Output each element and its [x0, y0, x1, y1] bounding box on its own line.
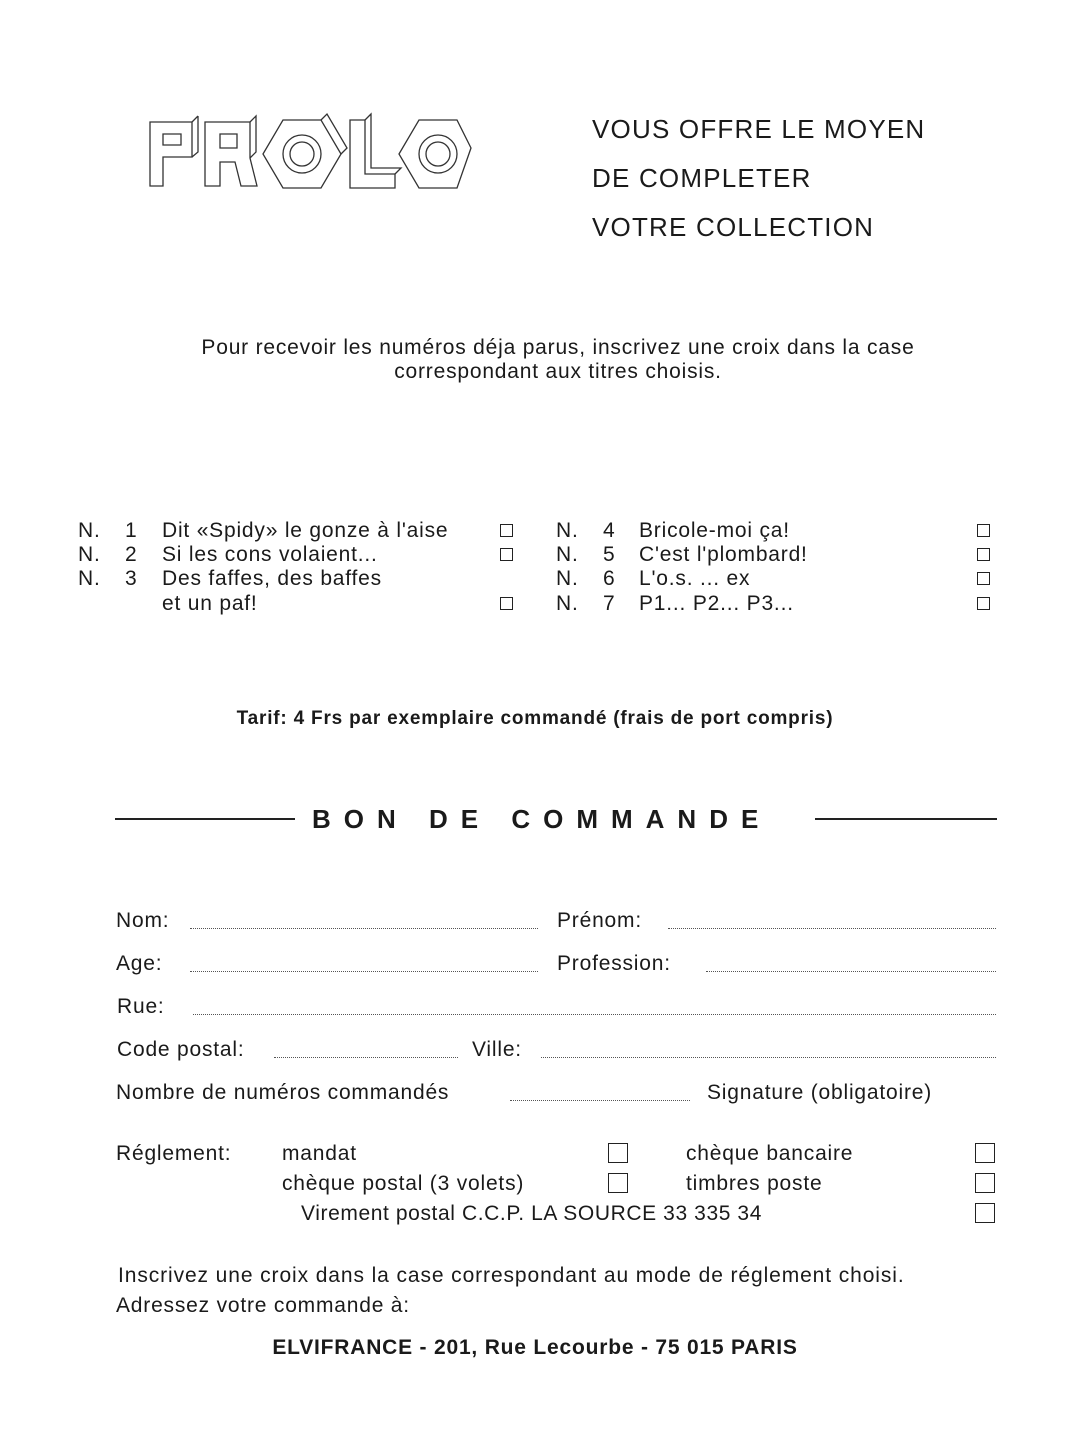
- intro-line-1: Pour recevoir les numéros déja parus, inscrivez une croix dans la case: [201, 336, 915, 359]
- nombre-field[interactable]: [510, 1100, 690, 1101]
- issue-6-checkbox[interactable]: [977, 572, 990, 585]
- issue-7-prefix: N.: [556, 592, 579, 615]
- nom-label: Nom:: [116, 909, 170, 932]
- cheque-bancaire-checkbox[interactable]: [975, 1143, 995, 1163]
- issue-7-number: 7: [603, 592, 616, 615]
- issue-3-number: 3: [125, 567, 138, 590]
- virement-label: Virement postal C.C.P. LA SOURCE 33 335 34: [301, 1202, 762, 1225]
- issue-7-title: P1... P2... P3...: [639, 592, 794, 615]
- code-postal-field[interactable]: [274, 1057, 458, 1058]
- timbres-checkbox[interactable]: [975, 1173, 995, 1193]
- issue-3-checkbox[interactable]: [500, 597, 513, 610]
- profession-field[interactable]: [706, 971, 996, 972]
- issue-4-title: Bricole-moi ça!: [639, 519, 790, 542]
- payment-label: Réglement:: [116, 1142, 232, 1165]
- cheque-postal-checkbox[interactable]: [608, 1173, 628, 1193]
- issue-1-title: Dit «Spidy» le gonze à l'aise: [162, 519, 449, 542]
- instructions-line-1: Inscrivez une croix dans la case correspondant au mode de réglement choisi.: [118, 1264, 905, 1287]
- issue-5-checkbox[interactable]: [977, 548, 990, 561]
- rue-field[interactable]: [193, 1014, 996, 1015]
- timbres-label: timbres poste: [686, 1172, 823, 1195]
- nom-field[interactable]: [190, 928, 538, 929]
- address: ELVIFRANCE - 201, Rue Lecourbe - 75 015 PARIS: [272, 1336, 798, 1359]
- virement-checkbox[interactable]: [975, 1203, 995, 1223]
- ville-label: Ville:: [472, 1038, 522, 1061]
- title-rule-right: [815, 818, 997, 820]
- nombre-label: Nombre de numéros commandés: [116, 1081, 450, 1104]
- prenom-field[interactable]: [668, 928, 996, 929]
- mandat-label: mandat: [282, 1142, 357, 1165]
- profession-label: Profession:: [557, 952, 671, 975]
- mandat-checkbox[interactable]: [608, 1143, 628, 1163]
- issue-2-title: Si les cons volaient...: [162, 543, 378, 566]
- intro-line-2: correspondant aux titres choisis.: [394, 360, 722, 383]
- issue-5-number: 5: [603, 543, 616, 566]
- prenom-label: Prénom:: [557, 909, 642, 932]
- ville-field[interactable]: [541, 1057, 996, 1058]
- issue-6-number: 6: [603, 567, 616, 590]
- cheque-bancaire-label: chèque bancaire: [686, 1142, 854, 1165]
- issue-1-prefix: N.: [78, 519, 101, 542]
- issue-4-number: 4: [603, 519, 616, 542]
- issue-2-prefix: N.: [78, 543, 101, 566]
- issue-5-prefix: N.: [556, 543, 579, 566]
- signature-label: Signature (obligatoire): [707, 1081, 933, 1104]
- tarif: Tarif: 4 Frs par exemplaire commandé (frais de port compris): [236, 708, 834, 729]
- code-postal-label: Code postal:: [117, 1038, 245, 1061]
- issue-3-prefix: N.: [78, 567, 101, 590]
- issue-6-title: L'o.s. ... ex: [639, 567, 751, 590]
- rue-label: Rue:: [117, 995, 165, 1018]
- cheque-postal-label: chèque postal (3 volets): [282, 1172, 525, 1195]
- prolo-logo: [145, 112, 475, 194]
- issue-4-checkbox[interactable]: [977, 524, 990, 537]
- issue-1-number: 1: [125, 519, 138, 542]
- issue-2-checkbox[interactable]: [500, 548, 513, 561]
- tagline-line-3: VOTRE COLLECTION: [592, 212, 875, 242]
- issue-6-prefix: N.: [556, 567, 579, 590]
- issue-1-checkbox[interactable]: [500, 524, 513, 537]
- title-rule-left: [115, 818, 295, 820]
- issue-5-title: C'est l'plombard!: [639, 543, 808, 566]
- issue-3-title-line-2: et un paf!: [162, 592, 258, 615]
- issue-7-checkbox[interactable]: [977, 597, 990, 610]
- order-title: BON DE COMMANDE: [312, 804, 772, 834]
- tagline-line-2: DE COMPLETER: [592, 163, 812, 193]
- instructions-line-2: Adressez votre commande à:: [116, 1294, 410, 1317]
- issue-4-prefix: N.: [556, 519, 579, 542]
- tagline-line-1: VOUS OFFRE LE MOYEN: [592, 114, 926, 144]
- age-label: Age:: [116, 952, 163, 975]
- age-field[interactable]: [190, 971, 538, 972]
- issue-2-number: 2: [125, 543, 138, 566]
- issue-3-title: Des faffes, des baffes: [162, 567, 382, 590]
